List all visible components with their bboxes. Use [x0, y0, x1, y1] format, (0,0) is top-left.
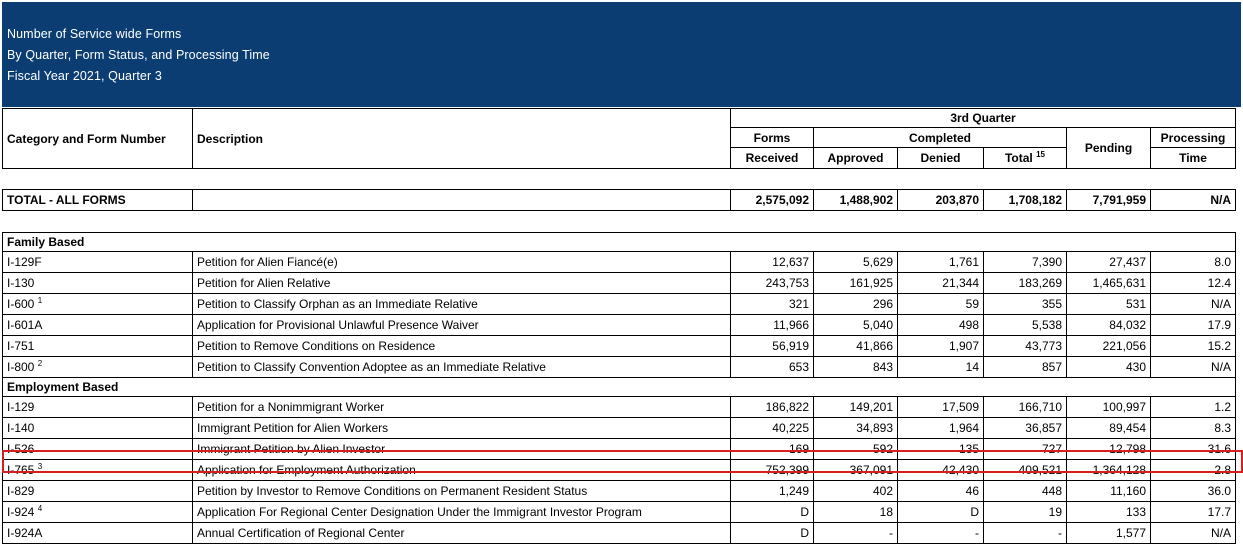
cell-total: -: [984, 523, 1067, 544]
form-description: Application for Employment Authorization: [193, 460, 731, 481]
cell-received: 169: [731, 439, 814, 460]
cell-received: 12,637: [731, 252, 814, 273]
footnote-marker: 1: [37, 296, 43, 305]
cell-processing: N/A: [1151, 294, 1236, 315]
form-number-text: I-129F: [7, 255, 42, 269]
cell-received: 243,753: [731, 273, 814, 294]
cell-processing: 17.7: [1151, 502, 1236, 523]
footnote-marker: 4: [37, 504, 43, 513]
table-row: [3, 523, 1236, 544]
cell-total: 19: [984, 502, 1067, 523]
form-number: [3, 502, 193, 523]
form-number-text: I-800: [7, 360, 35, 374]
cell-received: 186,822: [731, 397, 814, 418]
total-approved: 1,488,902: [814, 190, 898, 211]
col-header-total: Total $^{15}$: [984, 148, 1067, 169]
cell-received: 56,919: [731, 336, 814, 357]
cell-received: D: [731, 502, 814, 523]
total-row-description: [193, 190, 731, 211]
cell-denied: D: [898, 502, 984, 523]
table-row: [3, 336, 1236, 357]
cell-denied: 21,344: [898, 273, 984, 294]
cell-processing: N/A: [1151, 357, 1236, 378]
col-header-forms: Forms: [731, 128, 814, 148]
cell-pending: 1,465,631: [1067, 273, 1151, 294]
cell-denied: 135: [898, 439, 984, 460]
cell-denied: 1,964: [898, 418, 984, 439]
form-description: Immigrant Petition by Alien Investor: [193, 439, 731, 460]
cell-total: 448: [984, 481, 1067, 502]
form-number-text: I-751: [7, 339, 35, 353]
form-number: [3, 252, 193, 273]
cell-total: 183,269: [984, 273, 1067, 294]
cell-processing: 17.9: [1151, 315, 1236, 336]
cell-approved: 367,091: [814, 460, 898, 481]
cell-total: 727: [984, 439, 1067, 460]
form-number: [3, 336, 193, 357]
spacer-row: [3, 211, 1236, 233]
total-processing: N/A: [1151, 190, 1236, 211]
total-received: 2,575,092: [731, 190, 814, 211]
form-description: Petition to Classify Convention Adoptee as an Immediate Relative: [193, 357, 731, 378]
spacer-row: [3, 169, 1236, 190]
cell-total: 355: [984, 294, 1067, 315]
form-description: Annual Certification of Regional Center: [193, 523, 731, 544]
cell-pending: 100,997: [1067, 397, 1151, 418]
cell-total: 5,538: [984, 315, 1067, 336]
cell-processing: 31.6: [1151, 439, 1236, 460]
col-header-denied: Denied: [898, 148, 984, 169]
form-description: Petition for a Nonimmigrant Worker: [193, 397, 731, 418]
form-number: [3, 397, 193, 418]
cell-denied: 1,907: [898, 336, 984, 357]
cell-received: 1,249: [731, 481, 814, 502]
cell-processing: 8.0: [1151, 252, 1236, 273]
cell-approved: -: [814, 523, 898, 544]
cell-approved: 843: [814, 357, 898, 378]
cell-total: 409,521: [984, 460, 1067, 481]
form-description: Application For Regional Center Designation Under the Immigrant Investor Program: [193, 502, 731, 523]
col-header-approved: Approved: [814, 148, 898, 169]
total-total: 1,708,182: [984, 190, 1067, 211]
form-description: Immigrant Petition for Alien Workers: [193, 418, 731, 439]
footnote-marker: 15: [1036, 150, 1046, 159]
form-number-text: I-140: [7, 421, 35, 435]
form-number: [3, 523, 193, 544]
form-number: [3, 273, 193, 294]
table-row: [3, 397, 1236, 418]
form-number-text: I-130: [7, 276, 35, 290]
col-header-received: Received: [731, 148, 814, 169]
table-row: [3, 357, 1236, 378]
cell-pending: 12,798: [1067, 439, 1151, 460]
cell-pending: 221,056: [1067, 336, 1151, 357]
cell-received: 653: [731, 357, 814, 378]
cell-total: 7,390: [984, 252, 1067, 273]
forms-table: [2, 108, 1236, 544]
report-period: Fiscal Year 2021, Quarter 3: [7, 69, 162, 83]
cell-processing: 8.3: [1151, 418, 1236, 439]
form-number-text: I-924A: [7, 526, 43, 540]
cell-denied: 1,761: [898, 252, 984, 273]
cell-approved: 296: [814, 294, 898, 315]
cell-pending: 27,437: [1067, 252, 1151, 273]
cell-approved: 149,201: [814, 397, 898, 418]
cell-total: 166,710: [984, 397, 1067, 418]
cell-total: 36,857: [984, 418, 1067, 439]
table-row: [3, 294, 1236, 315]
cell-received: 40,225: [731, 418, 814, 439]
total-denied: 203,870: [898, 190, 984, 211]
form-number: [3, 481, 193, 502]
cell-pending: 531: [1067, 294, 1151, 315]
form-number-text: I-765: [7, 463, 35, 477]
cell-pending: 84,032: [1067, 315, 1151, 336]
table-row: [3, 481, 1236, 502]
form-number-text: I-829: [7, 484, 35, 498]
form-description: Petition for Alien Fiancé(e): [193, 252, 731, 273]
col-header-pending: Pending: [1067, 128, 1151, 169]
cell-denied: -: [898, 523, 984, 544]
cell-processing: 12.4: [1151, 273, 1236, 294]
form-number-text: I-129: [7, 400, 35, 414]
cell-received: D: [731, 523, 814, 544]
cell-approved: 161,925: [814, 273, 898, 294]
cell-total: 857: [984, 357, 1067, 378]
form-description: Petition by Investor to Remove Conditions on Permanent Resident Status: [193, 481, 731, 502]
cell-approved: 41,866: [814, 336, 898, 357]
table-row: [3, 460, 1236, 481]
form-number-text: I-600: [7, 297, 35, 311]
total-pending: 7,791,959: [1067, 190, 1151, 211]
cell-approved: 592: [814, 439, 898, 460]
cell-denied: 59: [898, 294, 984, 315]
form-description: Application for Provisional Unlawful Presence Waiver: [193, 315, 731, 336]
cell-denied: 498: [898, 315, 984, 336]
col-header-quarter: 3rd Quarter: [731, 109, 1236, 128]
table-row: [3, 502, 1236, 523]
cell-received: 11,966: [731, 315, 814, 336]
col-header-description: Description: [193, 109, 731, 169]
form-number: [3, 294, 193, 315]
form-number: [3, 315, 193, 336]
cell-total: 43,773: [984, 336, 1067, 357]
form-number: [3, 439, 193, 460]
table-row: [3, 252, 1236, 273]
cell-pending: 1,364,128: [1067, 460, 1151, 481]
cell-approved: 5,629: [814, 252, 898, 273]
table-row: [3, 439, 1236, 460]
cell-approved: 402: [814, 481, 898, 502]
cell-denied: 46: [898, 481, 984, 502]
report-subtitle: By Quarter, Form Status, and Processing Time: [7, 48, 270, 62]
cell-approved: 18: [814, 502, 898, 523]
cell-pending: 133: [1067, 502, 1151, 523]
cell-processing: 36.0: [1151, 481, 1236, 502]
footnote-marker: 2: [37, 359, 43, 368]
cell-pending: 430: [1067, 357, 1151, 378]
form-description: Petition to Classify Orphan as an Immediate Relative: [193, 294, 731, 315]
cell-denied: 14: [898, 357, 984, 378]
form-number-text: I-924: [7, 505, 35, 519]
col-header-time: Time: [1151, 148, 1236, 169]
form-number: [3, 460, 193, 481]
section-header: Family Based: [3, 233, 1236, 252]
cell-processing: 15.2: [1151, 336, 1236, 357]
form-description: Petition to Remove Conditions on Residence: [193, 336, 731, 357]
table-row: [3, 273, 1236, 294]
col-header-completed: Completed: [814, 128, 1067, 148]
table-row: [3, 315, 1236, 336]
form-number: [3, 418, 193, 439]
cell-processing: 2.8: [1151, 460, 1236, 481]
cell-pending: 1,577: [1067, 523, 1151, 544]
cell-received: 321: [731, 294, 814, 315]
cell-pending: 11,160: [1067, 481, 1151, 502]
form-number-text: I-601A: [7, 318, 43, 332]
form-number: [3, 357, 193, 378]
cell-processing: 1.2: [1151, 397, 1236, 418]
report-header: [2, 2, 1241, 107]
col-header-processing: Processing: [1151, 128, 1236, 148]
footnote-marker: 3: [37, 462, 43, 471]
cell-pending: 89,454: [1067, 418, 1151, 439]
cell-denied: 42,430: [898, 460, 984, 481]
form-number-text: I-526: [7, 442, 35, 456]
total-row-label: TOTAL - ALL FORMS: [3, 190, 193, 211]
report-title: Number of Service wide Forms: [7, 27, 182, 41]
cell-approved: 34,893: [814, 418, 898, 439]
cell-approved: 5,040: [814, 315, 898, 336]
cell-received: 752,399: [731, 460, 814, 481]
cell-denied: 17,509: [898, 397, 984, 418]
section-header: Employment Based: [3, 378, 1236, 397]
form-description: Petition for Alien Relative: [193, 273, 731, 294]
table-row: [3, 418, 1236, 439]
col-header-category: Category and Form Number: [3, 109, 193, 169]
cell-processing: N/A: [1151, 523, 1236, 544]
